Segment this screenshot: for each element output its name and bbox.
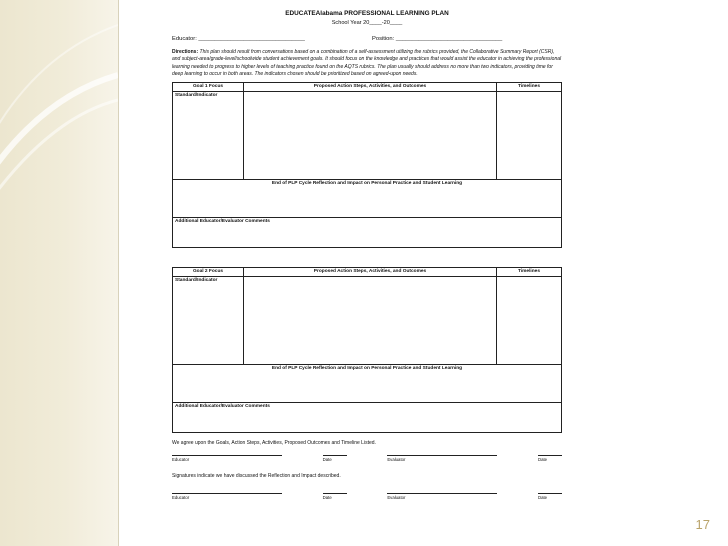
sidebar-divider [118, 0, 119, 546]
educator-position-row [172, 36, 562, 43]
signature-row-2 [172, 493, 562, 500]
goal2-action-header: Proposed Action Steps, Activities, and Outcomes [244, 268, 497, 277]
evaluator-signature-line: Evaluator [387, 455, 497, 462]
position-field: Position: _________________________________ [372, 35, 503, 42]
directions-lead: Directions: [172, 49, 199, 56]
goal2-timelines-cell [497, 277, 562, 365]
slide-number: 17 [695, 517, 710, 532]
goal1-reflection: End of PLP Cycle Reflection and Impact on Personal Practice and Student Learning [173, 180, 562, 218]
goal1-action-header: Proposed Action Steps, Activities, and Outcomes [244, 83, 497, 92]
goal2-comments: Additional Educator/Evaluator Comments [173, 403, 562, 433]
date-signature-line: Date [538, 455, 562, 462]
goal1-action-cell [244, 92, 497, 180]
goal2-reflection: End of PLP Cycle Reflection and Impact on Personal Practice and Student Learning [173, 365, 562, 403]
document-title: EDUCATEAlabama PROFESSIONAL LEARNING PLAN [285, 10, 449, 17]
date-signature-line: Date [538, 493, 562, 500]
educator-signature-line: Educator [172, 455, 282, 462]
agreement-statement: We agree upon the Goals, Action Steps, Activities, Proposed Outcomes and Timeline Listed. [172, 440, 376, 447]
educator-field: Educator: _________________________________ [172, 35, 305, 42]
goal2-focus-header: Goal 2 Focus [173, 268, 244, 277]
goal2-timelines-header: Timelines [497, 268, 562, 277]
goal1-table [172, 82, 562, 248]
directions [172, 49, 562, 78]
date-signature-line: Date [323, 455, 347, 462]
goal1-focus-header: Goal 1 Focus [173, 83, 244, 92]
evaluator-signature-line: Evaluator [387, 493, 497, 500]
decorative-arcs [0, 0, 118, 546]
goal2-table [172, 267, 562, 433]
school-year: School Year 20____-20____ [331, 20, 403, 26]
directions-text: This plan should result from conversations based on a combination of a self-assessment utilizing the rubrics provided, the Collaborative Summary Report (CSR), and subject-area/grade-level/schoolwide student achievement goals. It should focus on the knowledge and practices that would assist the educator in achieving the professional learning needed to progress to higher levels of teaching practice found on the AQTS rubrics. The plan usually should address no more than two indicators, providing time for deep learning to occur in both areas. The indicators chosen should be prioritized based on agreed-upon needs. [172, 49, 562, 77]
goal2-action-cell [244, 277, 497, 365]
goal1-comments: Additional Educator/Evaluator Comments [173, 218, 562, 248]
plp-document [172, 10, 562, 500]
goal1-timelines-cell [497, 92, 562, 180]
goal2-standard-indicator: Standard/Indicator [173, 277, 244, 365]
educator-signature-line: Educator [172, 493, 282, 500]
date-signature-line: Date [323, 493, 347, 500]
signatures-statement: Signatures indicate we have discussed the Reflection and Impact described. [172, 472, 341, 479]
goal1-timelines-header: Timelines [497, 83, 562, 92]
goal1-standard-indicator: Standard/Indicator [173, 92, 244, 180]
signature-row-1 [172, 455, 562, 462]
